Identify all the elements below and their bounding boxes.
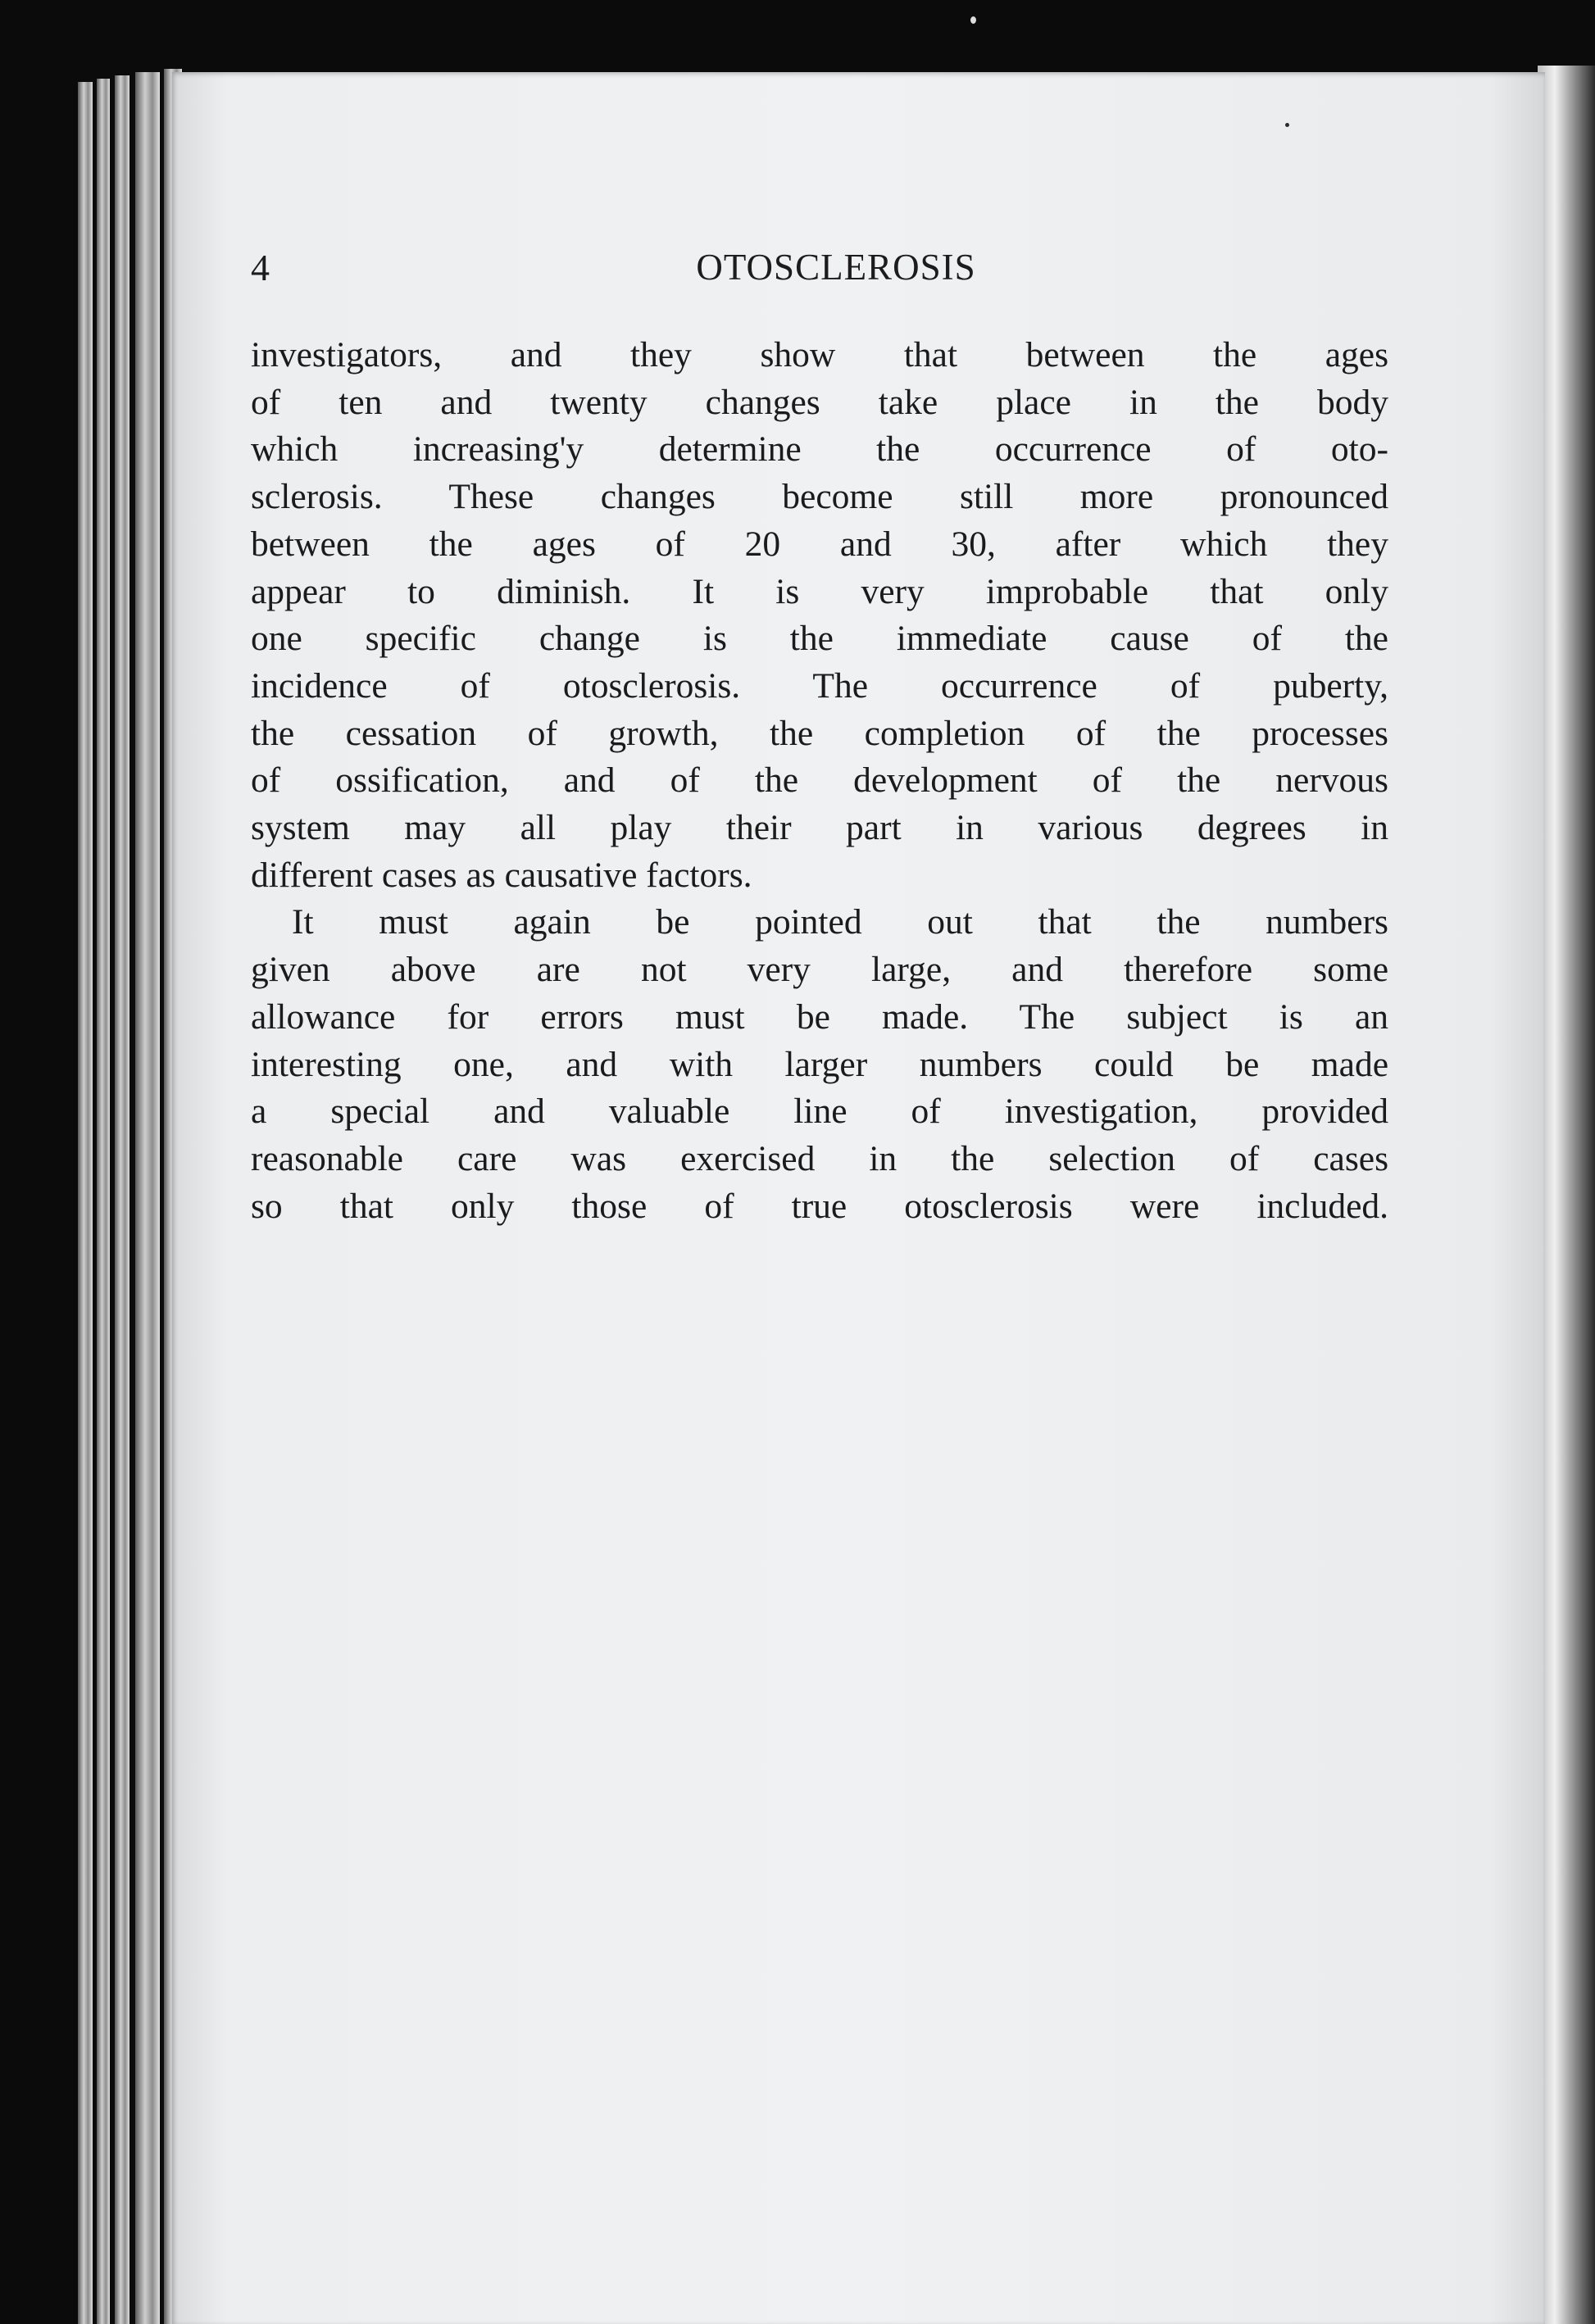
text-line: between the ages of 20 and 30, after which they [251, 524, 1388, 564]
text-line: interesting one, and with larger numbers could be made [251, 1044, 1388, 1084]
text-line: appear to diminish. It is very improbable that only [251, 571, 1388, 611]
text-line: It must again be pointed out that the numbers [292, 902, 1388, 942]
text-line: investigators, and they show that between the ages [251, 335, 1388, 374]
text-line: given above are not very large, and therefore some [251, 950, 1388, 990]
book-right-edge [1538, 66, 1595, 2324]
dust-speck [970, 16, 976, 24]
running-head: OTOSCLEROSIS [696, 247, 976, 288]
page-edge-stack [115, 75, 130, 2324]
paragraph [251, 332, 1388, 899]
text-line: the cessation of growth, the completion of the processes [251, 713, 1388, 753]
text-line: system may all play their part in various degrees in [251, 808, 1388, 848]
text-line: a special and valuable line of investigation, provided [251, 1092, 1388, 1132]
text-line: different cases as causative factors. [251, 855, 752, 895]
page-edge-stack [135, 72, 160, 2324]
text-line: one specific change is the immediate cause of the [251, 619, 1388, 659]
text-line: sclerosis. These changes become still more pronounced [251, 477, 1388, 517]
paragraph [251, 899, 1388, 1230]
text-line: so that only those of true otosclerosis were included. [251, 1186, 1388, 1226]
body-text [251, 332, 1388, 1230]
text-line: of ten and twenty changes take place in the body [251, 382, 1388, 422]
page-edge-stack [78, 82, 93, 2324]
text-line: of ossification, and of the development of the nervous [251, 760, 1388, 801]
dust-speck [1285, 123, 1289, 127]
text-line: allowance for errors must be made. The subject is an [251, 996, 1388, 1037]
text-line: which increasing'y determine the occurrence of oto- [251, 429, 1388, 470]
page-number: 4 [251, 247, 270, 288]
text-line: reasonable care was exercised in the selection of cases [251, 1138, 1388, 1178]
page-edge-stack [97, 79, 110, 2324]
text-line: incidence of otosclerosis. The occurrence of puberty, [251, 665, 1388, 706]
